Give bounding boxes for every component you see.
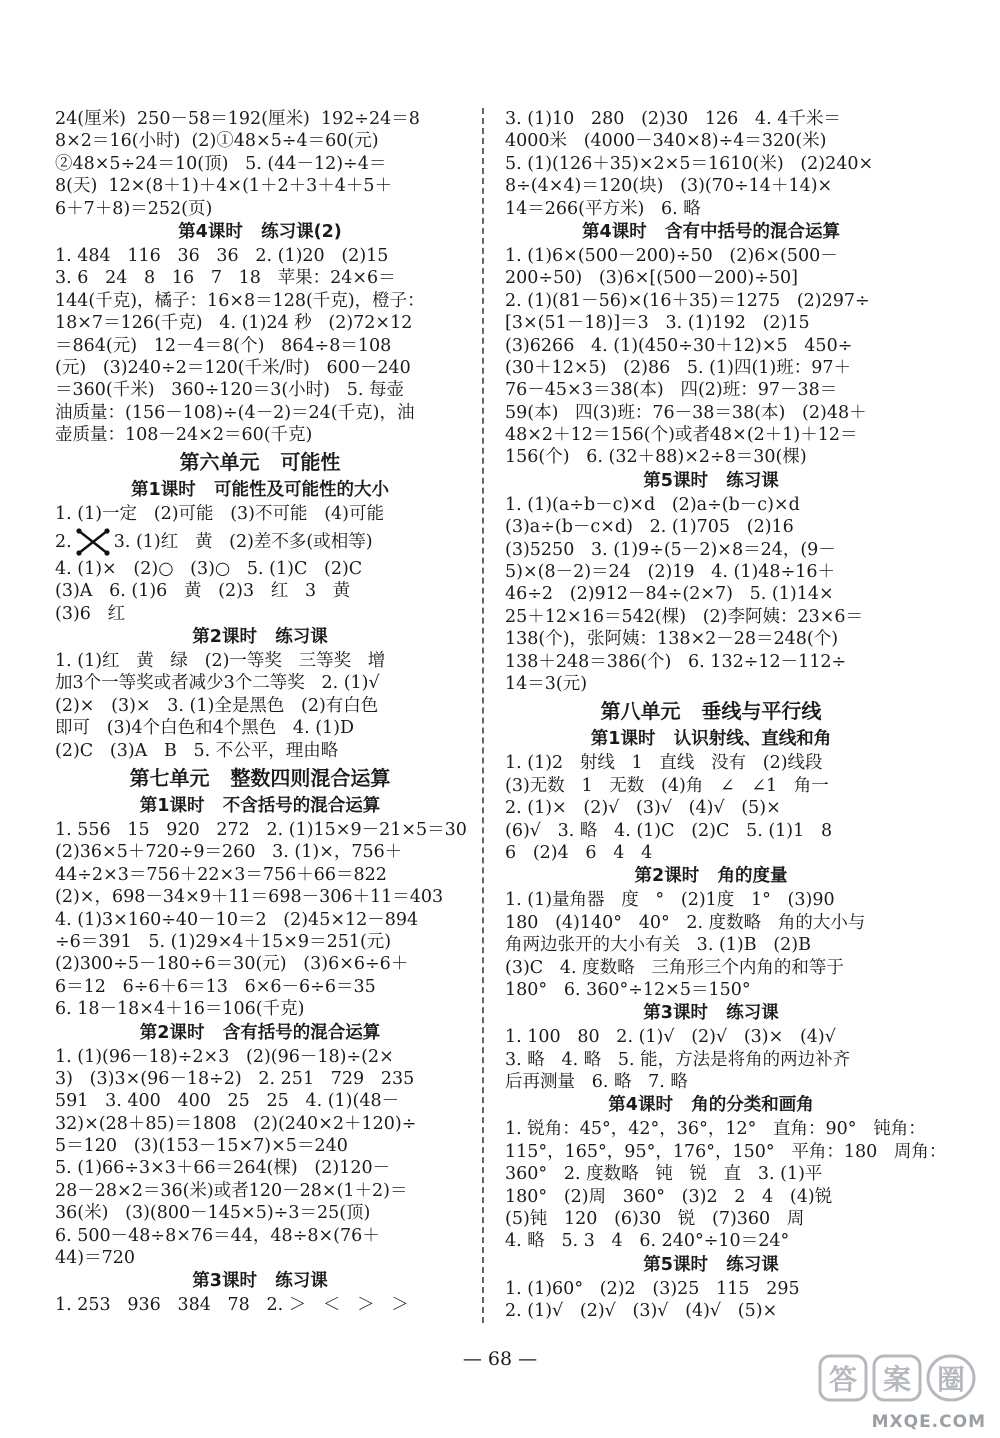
matching-lines-icon xyxy=(76,528,110,556)
answer-line: (2)×，698－34×9＋11＝698－306＋11＝403 xyxy=(55,887,444,908)
answer-line: (3)6 红 xyxy=(55,603,126,624)
answer-line: 591 3. 400 400 25 25 4. (1)(48－ xyxy=(55,1091,400,1112)
answer-line: 6. 18－18×4＋16＝106(千克) xyxy=(55,999,305,1020)
answer-line: 2. (1)(81－56)×(16＋35)＝1275 (2)297÷ xyxy=(505,290,870,311)
lesson-heading: 第3课时 练习课 xyxy=(192,1271,328,1292)
answer-line: 3. 6 24 8 16 7 18 苹果：24×6＝ xyxy=(55,268,396,289)
answer-line: 32)×(28＋85)＝1808 (2)(240×2＋120)÷ xyxy=(55,1113,417,1134)
answer-line: 即可 (3)4个白色和4个黑色 4. (1)D xyxy=(55,718,355,739)
answer-line: 3) (3)3×(96－18÷2) 2. 251 729 235 xyxy=(55,1068,415,1089)
lesson-heading: 第4课时 练习课(2) xyxy=(178,221,342,242)
answer-line: ＝360(千米) 360÷120＝3(小时) 5. 每壶 xyxy=(55,380,404,401)
unit-heading: 第八单元 垂线与平行线 xyxy=(600,699,822,724)
answer-line: 1. (1)2 射线 1 直线 没有 (2)线段 xyxy=(505,753,823,774)
answer-line: (元) (3)240÷2＝120(千米/时) 600－240 xyxy=(55,357,411,378)
answer-line xyxy=(55,526,465,558)
watermark xyxy=(808,1350,986,1432)
answer-line: 6＋7＋8)＝252(页) xyxy=(55,198,213,219)
answer-text: 3. (1)红 黄 (2)差不多(或相等) xyxy=(113,531,373,552)
answer-line: 壶质量：108－24×2＝60(千克) xyxy=(55,425,313,446)
answer-line: (3)6266 4. (1)(450÷30＋12)×5 450÷ xyxy=(505,335,853,356)
answer-line: 1. (1)6×(500－200)÷50 (2)6×(500－ xyxy=(505,245,838,266)
answer-line: (3)5250 3. (1)9÷(5－2)×8＝24，(9－ xyxy=(505,539,836,560)
answer-line: 1. (1)60° (2)2 (3)25 115 295 xyxy=(505,1278,800,1299)
answer-line: 4. 略 5. 3 4 6. 240°÷10＝24° xyxy=(505,1231,790,1252)
answer-line: (3)C 4. 度数略 三角形三个内角的和等于 xyxy=(505,957,844,978)
watermark-site: MXQE.COM xyxy=(871,1412,986,1432)
answer-line: 24(厘米) 250－58＝192(厘米) 192÷24＝8 xyxy=(55,109,420,129)
answer-line: 14＝3(元) xyxy=(505,673,588,694)
svg-text:案: 案 xyxy=(882,1363,912,1396)
answer-line: 加3个一等奖或者减少3个二等奖 2. (1)√ xyxy=(55,673,380,694)
answer-line: 48×2＋12＝156(个)或者48×(2＋1)＋12＝ xyxy=(505,425,858,446)
answer-line: 1. 100 80 2. (1)√ (2)√ (3)× (4)√ xyxy=(505,1027,836,1048)
answer-line: (5)钝 120 (6)30 锐 (7)360 周 xyxy=(505,1209,805,1230)
answer-line: 115°，165°，95°，176°，150° 平角：180 周角： xyxy=(505,1141,947,1162)
unit-heading: 第六单元 可能性 xyxy=(179,450,341,475)
answer-line: 36(米) (3)(800－145×5)÷3＝25(顶) xyxy=(55,1203,371,1224)
answer-line: 4000米 (4000－340×8)÷4＝320(米) xyxy=(505,131,827,152)
answer-line: 1. 锐角：45°，42°，36°，12° 直角：90° 钝角： xyxy=(505,1119,926,1140)
lesson-heading: 第4课时 角的分类和画角 xyxy=(608,1095,814,1116)
answer-line: 6＝12 6÷6＋6＝13 6×6－6÷6＝35 xyxy=(55,976,376,997)
left-column xyxy=(55,108,465,1317)
answer-text: 2. xyxy=(55,531,72,552)
answer-line: 180° (2)周 360° (3)2 2 4 (4)锐 xyxy=(505,1186,833,1207)
answer-line: 44)＝720 xyxy=(55,1248,135,1269)
answer-line: 3. 略 4. 略 5. 能，方法是将角的两边补齐 xyxy=(505,1049,851,1070)
answer-line: 200÷50) (3)6×[(500－200)÷50] xyxy=(505,268,798,289)
answer-line: 5)×(8－2)＝24 (2)19 4. (1)48÷16＋ xyxy=(505,562,835,583)
svg-text:答: 答 xyxy=(828,1363,858,1396)
answer-line: 油质量：(156－108)÷(4－2)＝24(千克)，油 xyxy=(55,402,415,423)
answer-line: 14＝266(平方米) 6. 略 xyxy=(505,198,701,219)
answer-line: 25＋12×16＝542(棵) (2)李阿姨：23×6＝ xyxy=(505,606,864,627)
lesson-heading: 第5课时 练习课 xyxy=(643,470,779,491)
answer-line: 18×7＝126(千克) 4. (1)24 秒 (2)72×12 xyxy=(55,313,413,334)
lesson-heading: 第1课时 可能性及可能性的大小 xyxy=(131,480,389,501)
lesson-heading: 第2课时 角的度量 xyxy=(634,866,788,887)
page-number: — 68 — xyxy=(462,1348,538,1370)
answer-line: ÷6＝391 5. (1)29×4＋15×9＝251(元) xyxy=(55,931,392,952)
lesson-heading: 第5课时 练习课 xyxy=(643,1254,779,1275)
answer-line: (3)无数 1 无数 (4)角 ∠ ∠1 角一 xyxy=(505,775,829,796)
answer-line: 1. 484 116 36 36 2. (1)20 (2)15 xyxy=(55,245,389,266)
answer-line: (2)× (3)× 3. (1)全是黑色 (2)有白色 xyxy=(55,695,379,716)
lesson-heading: 第3课时 练习课 xyxy=(643,1003,779,1024)
answer-line: 3. (1)10 280 (2)30 126 4. 4千米＝ xyxy=(505,109,841,129)
answer-line: 8(天) 12×(8＋1)＋4×(1＋2＋3＋4＋5＋ xyxy=(55,176,393,197)
answer-line: 180° 6. 360°÷12×5＝150° xyxy=(505,979,751,1000)
answer-line: 5. (1)66÷3×3＋66＝264(棵) (2)120－ xyxy=(55,1158,391,1179)
answer-line: 360° 2. 度数略 钝 锐 直 3. (1)平 xyxy=(505,1164,823,1185)
answer-line: 144(千克)，橘子：16×8＝128(千克)，橙子： xyxy=(55,290,425,311)
answer-line: 4. (1)× (2)○ (3)○ 5. (1)C (2)C xyxy=(55,558,363,579)
answer-line: 6 (2)4 6 4 4 xyxy=(505,842,653,863)
answer-line: (3)a÷(b－c×d) 2. (1)705 (2)16 xyxy=(505,517,794,538)
answer-line: 8÷(4×4)＝120(块) (3)(70÷14＋14)× xyxy=(505,176,833,197)
answer-line: 1. (1)红 黄 绿 (2)一等奖 三等奖 增 xyxy=(55,651,386,672)
lesson-heading: 第1课时 不含括号的混合运算 xyxy=(139,795,381,816)
answer-line: 1. 556 15 920 272 2. (1)15×9－21×5＝30 xyxy=(55,819,467,840)
answer-line: 5. (1)(126＋35)×2×5＝1610(米) (2)240× xyxy=(505,153,874,174)
answer-line: (30＋12×5) (2)86 5. (1)四(1)班：97＋ xyxy=(505,357,852,378)
unit-heading: 第七单元 整数四则混合运算 xyxy=(129,765,391,790)
answer-line: 1. (1)一定 (2)可能 (3)不可能 (4)可能 xyxy=(55,504,384,525)
answer-line: 1. 253 936 384 78 2. ＞ ＜ ＞ ＞ xyxy=(55,1295,409,1316)
answer-line: 156(个) 6. (32＋88)×2÷8＝30(棵) xyxy=(505,447,807,468)
answer-line: 5＝120 (3)(153－15×7)×5＝240 xyxy=(55,1136,348,1157)
lesson-heading: 第2课时 练习课 xyxy=(192,627,328,648)
answer-line: [3×(51－18)]＝3 3. (1)192 (2)15 xyxy=(505,313,810,334)
answer-line: 1. (1)(a÷b－c)×d (2)a÷(b－c)×d xyxy=(505,494,800,515)
answer-line: 角两边张开的大小有关 3. (1)B (2)B xyxy=(505,935,811,956)
lesson-heading: 第1课时 认识射线、直线和角 xyxy=(590,729,832,750)
answer-line: 28－28×2＝36(米)或者120－28×(1＋2)＝ xyxy=(55,1180,408,1201)
lesson-heading: 第2课时 含有括号的混合运算 xyxy=(139,1022,381,1043)
watermark-logo-icon xyxy=(816,1350,980,1406)
answer-line: (2)36×5＋720÷9＝260 3. (1)×，756＋ xyxy=(55,842,403,863)
answer-line: 76－45×3＝38(本) 四(2)班：97－38＝ xyxy=(505,380,838,401)
answer-line: 44÷2×3＝756＋22×3＝756＋66＝822 xyxy=(55,864,387,885)
answer-line: ＝864(元) 12－4＝8(个) 864÷8＝108 xyxy=(55,335,392,356)
answer-line: 46÷2 (2)912－84÷(2×7) 5. (1)14× xyxy=(505,584,834,605)
answer-line: 138(个)，张阿姨：138×2－28＝248(个) xyxy=(505,629,839,650)
answer-line: 1. (1)(96－18)÷2×3 (2)(96－18)÷(2× xyxy=(55,1046,394,1067)
answer-line: 后再测量 6. 略 7. 略 xyxy=(505,1072,688,1093)
answer-line: 6. 500－48÷8×76＝44，48÷8×(76＋ xyxy=(55,1225,380,1246)
answer-line: 2. (1)× (2)√ (3)√ (4)√ (5)× xyxy=(505,798,781,819)
answer-line: 138＋248＝386(个) 6. 132÷12－112÷ xyxy=(505,651,847,672)
answer-line: ②48×5÷24＝10(顶) 5. (44－12)÷4＝ xyxy=(55,153,387,174)
column-divider xyxy=(482,108,484,1323)
answer-line: (3)A 6. (1)6 黄 (2)3 红 3 黄 xyxy=(55,581,351,602)
lesson-heading: 第4课时 含有中括号的混合运算 xyxy=(582,221,840,242)
answer-line: (2)C (3)A B 5. 不公平，理由略 xyxy=(55,740,339,761)
answer-line: 59(本) 四(3)班：76－38＝38(本) (2)48＋ xyxy=(505,402,867,423)
answer-line: 4. (1)3×160÷40－10＝2 (2)45×12－894 xyxy=(55,909,419,930)
answer-line: (6)√ 3. 略 4. (1)C (2)C 5. (1)1 8 xyxy=(505,820,833,841)
right-column xyxy=(505,108,947,1323)
answer-line: 2. (1)√ (2)√ (3)√ (4)√ (5)× xyxy=(505,1301,778,1322)
answer-line: 180 (4)140° 40° 2. 度数略 角的大小与 xyxy=(505,912,866,933)
svg-text:圈: 圈 xyxy=(936,1363,966,1396)
answer-line: 1. (1)量角器 度 ° (2)1度 1° (3)90 xyxy=(505,890,835,911)
answer-line: 8×2＝16(小时) (2)①48×5÷4＝60(元) xyxy=(55,131,379,152)
answer-line: (2)300÷5－180÷6＝30(元) (3)6×6÷6＋ xyxy=(55,954,409,975)
